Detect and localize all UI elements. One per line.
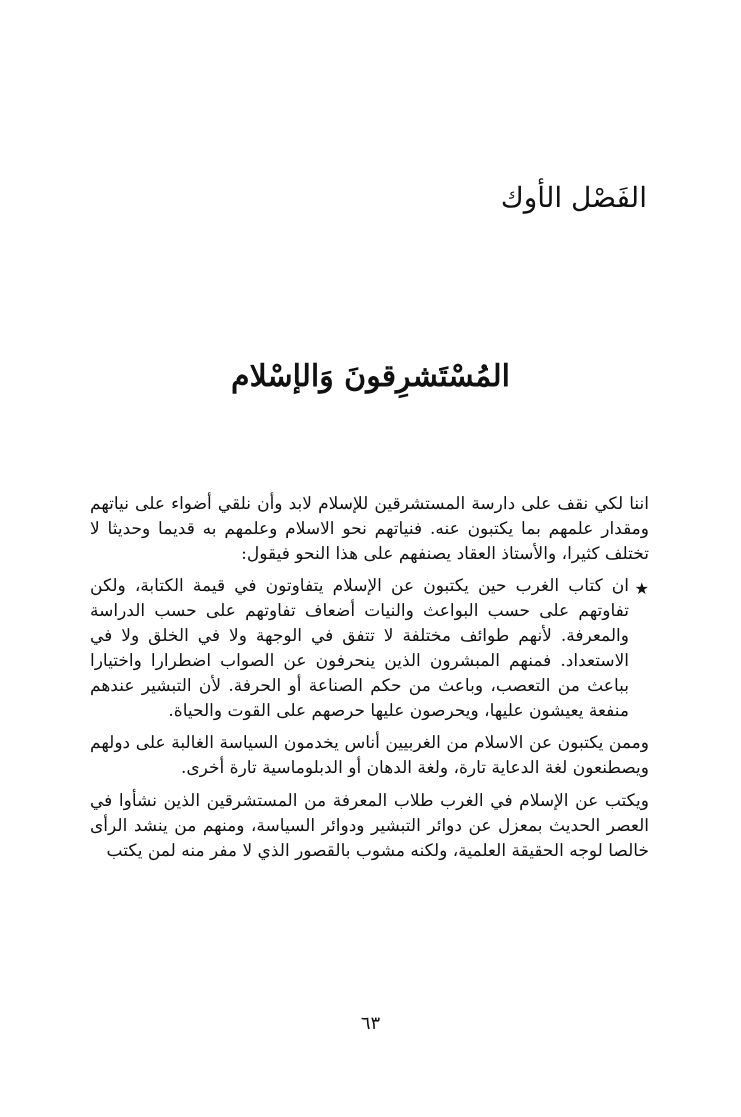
quoted-paragraph-text: ان كتاب الغرب حين يكتبون عن الإسلام يتفاوتون في قيمة الكتابة، ولكن تفاوتهم على حسب البواعث والنيات أضعاف تفاوتهم على حسب الدراسة والمعرفة. لأنهم طوائف مختلفة لا تتفق في الوجهة ولا في الخلق ولا في الاستعداد. فمنهم المبشرون الذين ينحرفون عن الصواب اضطرارا واختيارا بباعث من التعصب، وباعث من حكم الصناعة أو الحرفة. لأن التبشير عندهم منفعة يعيشون عليها، ويحرصون عليها حرصهم على القوت والحياة. <box>90 576 629 721</box>
body-paragraph: ويكتب عن الإسلام في الغرب طلاب المعرفة من المستشرقين الذين نشأوا في العصر الحديث بمعزل عن دوائر التبشير ودوائر السياسة، ومنهم من ينشد الرأى خالصا لوجه الحقيقة العلمية، ولكنه مشوب بالقصور الذي لا مفر منه لمن يكتب <box>90 790 649 861</box>
section-title: المُسْتَشرِقونَ وَالإسْلام <box>231 358 510 394</box>
page-number: ٦٣ <box>360 1013 381 1034</box>
star-icon: ★ <box>634 579 649 599</box>
body-paragraph: اننا لكي نقف على دارسة المستشرقين للإسلام لابد وأن نلقي أضواء على نياتهم ومقدار علمهم بما يكتبون عنه. فنياتهم نحو الاسلام وعلمهم به قديما وحديثا لا تختلف كثيرا، والأستاذ العقاد يصنفهم على هذا النحو فيقول: <box>90 494 649 564</box>
chapter-title: الفَصْل الأوك <box>500 180 647 214</box>
body-text <box>90 492 649 863</box>
body-paragraph: وممن يكتبون عن الاسلام من الغربيين أناس يخدمون السياسة الغالبة على دولهم ويصطنعون لغة الدعاية تارة، ولغة الدهان أو الدبلوماسية تارة أخرى. <box>90 733 649 779</box>
quoted-paragraph <box>90 574 649 723</box>
